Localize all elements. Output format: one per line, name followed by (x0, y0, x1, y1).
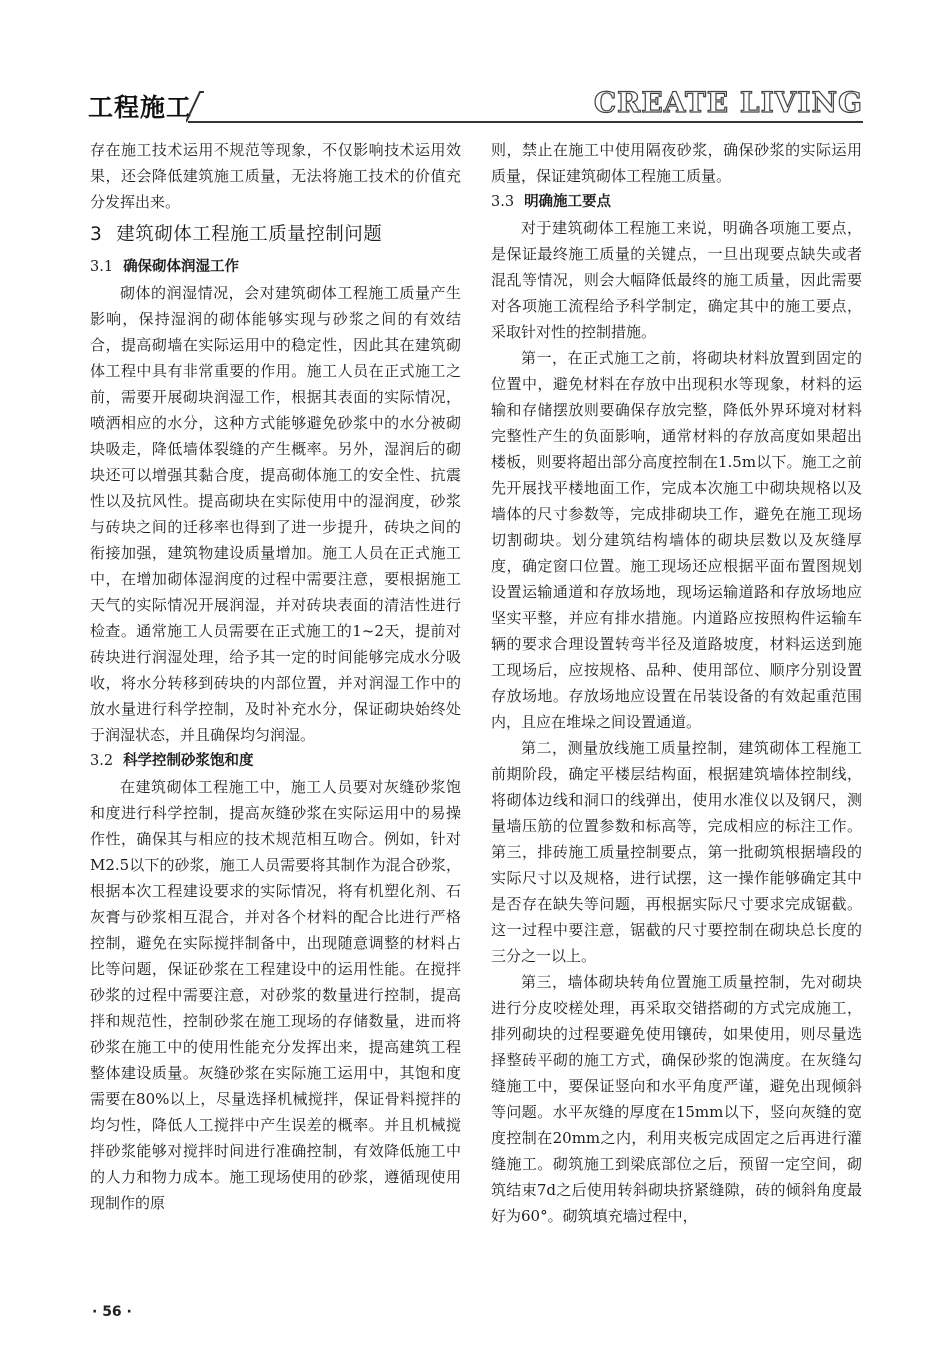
header-slogan: CREATE LIVING (593, 86, 863, 119)
subsection-heading-3-2 (90, 748, 461, 774)
subsection-number: 3.3 (491, 194, 515, 210)
section-number: 3 (90, 224, 103, 245)
subsection-number: 3.1 (90, 259, 114, 275)
paragraph: 第三，墙体砌块转角位置施工质量控制，先对砌块进行分皮咬槎处理，再采取交错搭砌的方式完成施工，排列砌块的过程要避免使用镶砖，如果使用，则尽量选择整砖平砌的施工方式，确保砂浆的饱满度。在灰缝勾缝施工中，要保证竖向和水平角度严谨，避免出现倾斜等问题。水平灰缝的厚度在15mm以下，竖向灰缝的宽度控制在20mm之内，利用夹板完成固定之后再进行灌缝施工。砌筑施工到梁底部位之后，预留一定空间，砌筑结束7d之后使用转斜砌块挤紧缝隙，砖的倾斜角度最好为60°。砌筑填充墙过程中， (491, 973, 862, 1225)
right-column (491, 137, 862, 1229)
paragraph: 对于建筑砌体工程施工来说，明确各项施工要点，是保证最终施工质量的关键点，一旦出现要点缺失或者混乱等情况，则会大幅降低最终的施工质量，因此需要对各项施工流程给予科学制定，确定其中的施工要点，采取针对性的控制措施。 (491, 219, 862, 341)
subsection-title: 科学控制砂浆饱和度 (123, 753, 254, 769)
paragraph: 第二，测量放线施工质量控制，建筑砌体工程施工前期阶段，确定平楼层结构面，根据建筑墙体控制线，将砌体边线和洞口的线弹出，使用水准仪以及钢尺，测量墙压筋的位置参数和标高等，完成相应的标注工作。第三，排砖施工质量控制要点，第一批砌筑根据墙段的实际尺寸以及规格，进行试摆，这一操作能够确定其中是否存在缺失等问题，再根据实际尺寸要求完成锯截。这一过程中要注意，锯截的尺寸要控制在砌块总长度的三分之一以上。 (491, 739, 862, 965)
section-heading-3 (90, 218, 461, 252)
page-number: · 56 · (92, 1304, 132, 1320)
paragraph: 第一，在正式施工之前，将砌块材料放置到固定的位置中，避免材料在存放中出现积水等现象，材料的运输和存储摆放则要确保存放完整，降低外界环境对材料完整性产生的负面影响，通常材料的存放高度如果超出楼板，则要将超出部分高度控制在1.5m以下。施工之前先开展找平楼地面工作，完成本次施工中砌块规格以及墙体的尺寸参数等，完成排砌块工作，避免在施工现场切割砌块。划分建筑结构墙体的砌块层数以及灰缝厚度，确定窗口位置。施工现场还应根据平面布置图规划设置运输通道和存放场地，现场运输道路和存放场地应坚实平整，并应有排水措施。内道路应按照构件运输车辆的要求合理设置转弯半径及道路坡度，材料运送到施工现场后，应按规格、品种、使用部位、顺序分别设置存放场地。存放场地应设置在吊装设备的有效起重范围内，且应在堆垛之间设置通道。 (491, 349, 862, 731)
subsection-heading-3-3 (491, 189, 862, 215)
subsection-title: 确保砌体润湿工作 (123, 259, 240, 275)
subsection-heading-3-1 (90, 254, 461, 280)
section-title: 建筑砌体工程施工质量控制问题 (116, 224, 383, 245)
running-header (88, 88, 863, 124)
paragraph: 在建筑砌体工程施工中，施工人员要对灰缝砂浆饱和度进行科学控制，提高灰缝砂浆在实际运用中的易操作性，确保其与相应的技术规范相互吻合。例如，针对M2.5以下的砂浆，施工人员需要将其制作为混合砂浆，根据本次工程建设要求的实际情况，将有机塑化剂、石灰膏与砂浆相互混合，并对各个材料的配合比进行严格控制，避免在实际搅拌制备中，出现随意调整的材料占比等问题，保证砂浆在工程建设中的运用性能。在搅拌砂浆的过程中需要注意，对砂浆的数量进行控制，提高拌和规范性，控制砂浆在施工现场的存储数量，进而将砂浆在施工中的使用性能充分发挥出来，提高建筑工程整体建设质量。灰缝砂浆在实际施工运用中，其饱和度需要在80%以上，尽量选择机械搅拌，保证骨料搅拌的均匀性，降低人工搅拌中产生误差的概率。并且机械搅拌砂浆能够对搅拌时间进行准确控制，有效降低施工中的人力和物力成本。施工现场使用的砂浆，遵循现使用现制作的原 (90, 778, 461, 1212)
paragraph: 砌体的润湿情况，会对建筑砌体工程施工质量产生影响，保持湿润的砌体能够实现与砂浆之间的有效结合，提高砌墙在实际运用中的稳定性，因此其在建筑砌体工程中具有非常重要的作用。施工人员在正式施工之前，需要开展砌块润湿工作，根据其表面的实际情况，喷洒相应的水分，这种方式能够避免砂浆中的水分被砌块吸走，降低墙体裂缝的产生概率。另外，湿润后的砌块还可以增强其黏合度，提高砌体施工的安全性、抗震性以及抗风性。提高砌块在实际使用中的湿润度，砂浆与砖块之间的迁移率也得到了进一步提升，砖块之间的衔接加强，建筑物建设质量增加。施工人员在正式施工中，在增加砌体湿润度的过程中需要注意，要根据施工天气的实际情况开展润湿，并对砖块表面的清洁性进行检查。通常施工人员需要在正式施工的1~2天，提前对砖块进行润湿处理，给予其一定的时间能够完成水分吸收，将水分转移到砖块的内部位置，并对润湿工作中的放水量进行科学控制，及时补充水分，保证砌块始终处于润湿状态，并且确保均匀润湿。 (90, 284, 461, 744)
header-slash (186, 92, 204, 122)
paragraph: 则，禁止在施工中使用隔夜砂浆，确保砂浆的实际运用质量，保证建筑砌体工程施工质量。 (491, 141, 862, 185)
paragraph: 存在施工技术运用不规范等现象，不仅影响技术运用效果，还会降低建筑施工质量，无法将施工技术的价值充分发挥出来。 (90, 141, 461, 211)
left-column (90, 137, 461, 1216)
subsection-title: 明确施工要点 (524, 194, 612, 210)
journal-brand: 工程施工 (88, 93, 193, 122)
subsection-number: 3.2 (90, 753, 114, 769)
